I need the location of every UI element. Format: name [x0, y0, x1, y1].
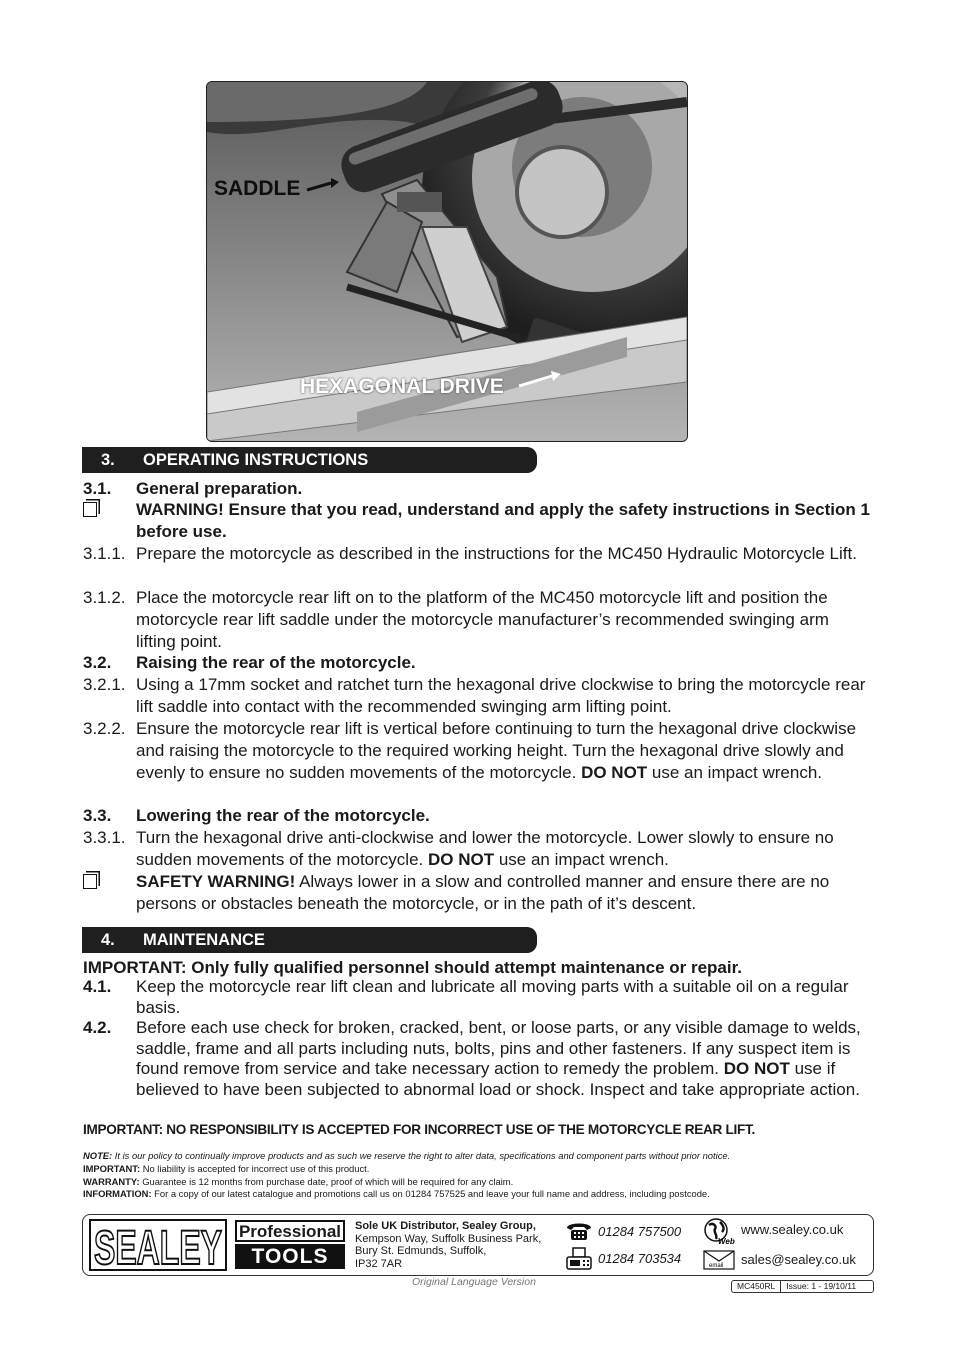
- list-item: 3.1. General preparation.: [83, 479, 303, 498]
- distributor-address: Sole UK Distributor, Sealey Group, Kempson Way, Suffolk Business Park, Bury St. Edmunds, Suffolk, IP32 7AR: [355, 1220, 542, 1270]
- saddle-callout: SADDLE: [214, 177, 301, 200]
- list-item: SAFETY WARNING! Always lower in a slow and controlled manner and ensure there are no persons or obstacles beneath the motorcycle, or in the path of it’s descent.: [83, 871, 873, 915]
- email-envelope-icon: [703, 1250, 735, 1270]
- disclaimer: IMPORTANT: NO RESPONSIBILITY IS ACCEPTED FOR INCORRECT USE OF THE MOTORCYCLE REAR LIFT.: [83, 1122, 755, 1137]
- sealey-logo: [89, 1219, 227, 1271]
- tools-logo: TOOLS: [235, 1244, 345, 1269]
- fax-number: 01284 703534: [598, 1251, 682, 1266]
- issue-date: Issue: 1 - 19/10/11: [786, 1281, 857, 1291]
- section-title: MAINTENANCE: [143, 931, 265, 949]
- web-globe-icon: [703, 1217, 739, 1245]
- model-code: MC450RL: [732, 1281, 781, 1292]
- telephone-icon: [565, 1220, 593, 1242]
- list-item: 3.2.1. Using a 17mm socket and ratchet turn the hexagonal drive clockwise to bring the motorcycle rear lift saddle into contact with the recommended swinging arm lifting point.: [83, 675, 866, 716]
- section-number: 4.: [101, 931, 115, 949]
- website-link[interactable]: www.sealey.co.uk: [741, 1222, 844, 1237]
- list-item: 3.3. Lowering the rear of the motorcycle.: [83, 806, 430, 825]
- section-title: OPERATING INSTRUCTIONS: [143, 451, 369, 469]
- notes-block: NOTE: It is our policy to continually improve products and as such we reserve the right to alter data, specifications and component parts without prior notice. IMPORTANT: No liability is accepted for incorrect use of this product. WARRANTY: Guarantee is 12 months from purchase date, proof of which will be required for any claim. INFORMATION: For a copy of our latest catalogue and promotions call us on 01284 757525 and leave your full name and address, including postcode.: [83, 1150, 731, 1200]
- svg-text:email: email: [709, 1263, 724, 1269]
- section-number: 3.: [101, 451, 115, 469]
- footer: [82, 1214, 874, 1276]
- hexagonal-drive-callout: HEXAGONAL DRIVE: [300, 375, 504, 398]
- product-photo: [206, 81, 688, 442]
- issue-box: [731, 1280, 874, 1293]
- checkbox-bullet-icon: [83, 499, 97, 523]
- maintenance-important: IMPORTANT: Only fully qualified personnel should attempt maintenance or repair.: [83, 958, 742, 977]
- list-item: 3.1.2. Place the motorcycle rear lift on to the platform of the MC450 motorcycle lift and position the motorcycle rear lift saddle under the motorcycle manufacturer’s recommended swinging arm lifting point.: [83, 588, 829, 651]
- professional-logo: Professional: [235, 1220, 345, 1242]
- section-header-maintenance: [82, 927, 537, 953]
- checkbox-bullet-icon: [83, 871, 97, 895]
- list-item: 3.3.1. Turn the hexagonal drive anti-clockwise and lower the motorcycle. Lower slowly to ensure no sudden movements of the motorcycle. DO NOT use an impact wrench.: [83, 828, 834, 869]
- list-item: 4.1. Keep the motorcycle rear lift clean and lubricate all moving parts with a suitable oil on a regular basis.: [83, 977, 849, 1017]
- svg-text:SEALEY: SEALEY: [94, 1222, 222, 1271]
- list-item: 3.2. Raising the rear of the motorcycle.: [83, 653, 416, 672]
- list-item: 4.2. Before each use check for broken, cracked, bent, or loose parts, or any visible damage to welds, saddle, frame and all parts including nuts, bolts, pins and other fasteners. If any suspect item is found remove from service and take necessary action to remedy the problem. DO NOT use if believed to have been subjected to abnormal load or shock. Inspect and take appropriate action.: [83, 1018, 861, 1099]
- svg-text:Web: Web: [718, 1237, 735, 1245]
- phone-number: 01284 757500: [598, 1224, 682, 1239]
- original-language-note: Original Language Version: [412, 1276, 536, 1288]
- list-item: 3.2.2. Ensure the motorcycle rear lift is vertical before continuing to turn the hexagonal drive clockwise and raising the motorcycle to the required working height. Turn the hexagonal drive slowly and evenly to ensure no sudden movements of the motorcycle. DO NOT use an impact wrench.: [83, 719, 857, 782]
- fax-icon: [565, 1247, 593, 1271]
- list-item: WARNING! Ensure that you read, understand and apply the safety instructions in Section 1 before use.: [83, 499, 873, 543]
- list-item: 3.1.1. Prepare the motorcycle as described in the instructions for the MC450 Hydraulic Motorcycle Lift.: [83, 544, 857, 563]
- email-link[interactable]: sales@sealey.co.uk: [741, 1252, 856, 1267]
- section-header-operating: [82, 447, 537, 473]
